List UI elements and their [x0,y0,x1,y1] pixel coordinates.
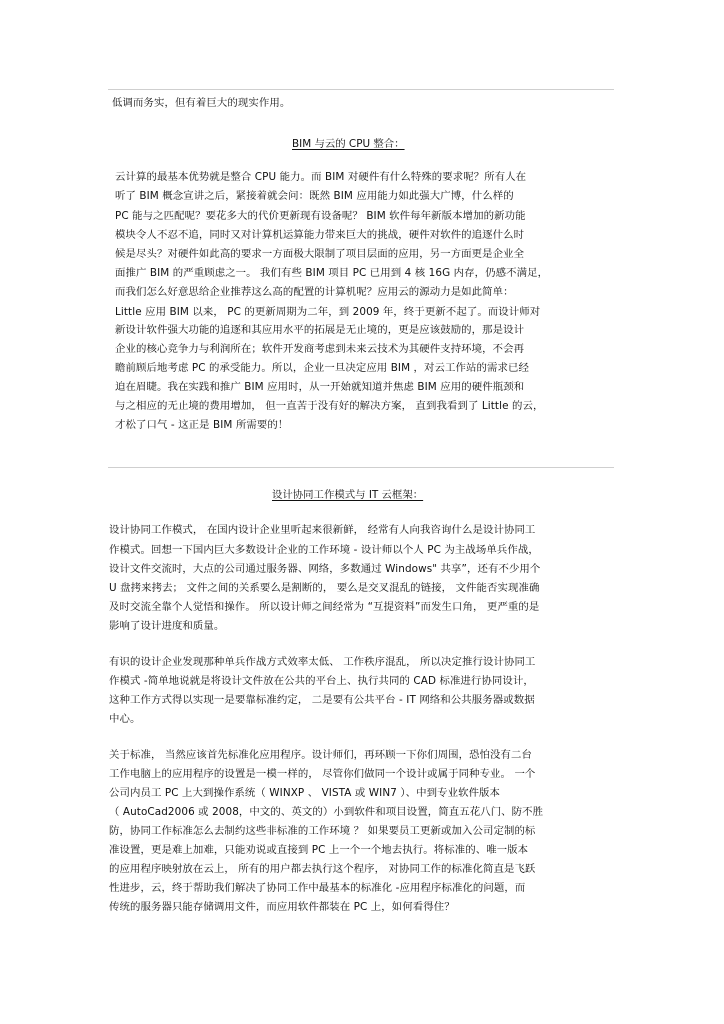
paragraph-line: 企业的核心竞争力与利润所在；软件开发商考虑到未来云技术为其硬件支持环境，不会再 [115,343,525,355]
paragraph-line: 中心。 [109,713,141,725]
paragraph-line: 才松了口气 - 这正是 BIM 所需要的！ [115,419,289,431]
paragraph-line: 性进步，云，终于帮助我们解决了协同工作中最基本的标准化 -应用程序标准化的问题，而 [109,882,526,894]
paragraph-line: 公司内员工 PC 上大到操作系统（ WINXP 、 VISTA 或 WIN7 ）、中到专业软件版本 [109,787,501,799]
paragraph-line: 准设置，更是难上加难，只能劝说或直接到 PC 上一个一个地去执行。将标准的、唯一版本 [109,844,529,856]
paragraph-line: 候是尽头？对硬件如此高的要求一方面极大限制了项目层面的应用，另一方面更是企业全 [115,248,525,260]
paragraph-line: 与之相应的无止境的费用增加， 但一直苦于没有好的解决方案， 直到我看到了 Little 的云， [115,400,544,412]
section-2-title: 设计协同工作模式与 IT 云框架： [272,489,424,501]
top-divider [108,89,614,90]
paragraph-line: 作模式。回想一下国内巨大多数设计企业的工作环境 - 设计师以个人 PC 为主战场单兵作战， [109,544,539,556]
paragraph-line: 的应用程序映射放在云上， 所有的用户都去执行这个程序， 对协同工作的标准化简直是飞跃 [109,863,536,875]
paragraph-line: Little 应用 BIM 以来， PC 的更新周期为二年，到 2009 年，终于更新不起了。而设计师对 [115,306,541,318]
section-divider [108,467,614,468]
paragraph-line: 云计算的最基本优势就是整合 CPU 能力。而 BIM 对硬件有什么特殊的要求呢？所有人在 [115,171,527,183]
paragraph-line: 工作电脑上的应用程序的设置是一模一样的， 尽管你们做同一个设计或属于同种专业。 一个 [109,768,536,780]
paragraph-line: 迫在眉睫。我在实践和推广 BIM 应用时，从一开始就知道并焦虑 BIM 应用的硬件瓶颈和 [115,381,525,393]
paragraph-line: 设计协同工作模式， 在国内设计企业里听起来很新鲜， 经常有人向我咨询什么是设计协同工 [109,524,536,536]
paragraph-line: 作模式 -简单地说就是将设计文件放在公共的平台上、执行共同的 CAD 标准进行协同设计， [109,675,534,687]
paragraph-line: 防，协同工作标准怎么去制约这些非标准的工作环境 ？ 如果要员工更新或加入公司定制的标 [109,825,536,837]
intro-line: 低调而务实，但有着巨大的现实作用。 [112,97,291,109]
paragraph-line: 这种工作方式得以实现一是要靠标准约定， 二是要有公共平台 - IT 网络和公共服务器或数据 [109,694,535,706]
paragraph-line: （ AutoCad2006 或 2008，中文的、英文的）小到软件和项目设置，简直五花八门、防不胜 [109,806,544,818]
paragraph-line: 新设计软件强大功能的追逐和其应用水平的拓展是无止境的，更是应该鼓励的，那是设计 [115,324,525,336]
paragraph-line: 关于标准， 当然应该首先标准化应用程序。设计师们，再环顾一下你们周围，恐怕没有二台 [109,749,533,761]
paragraph-line: 听了 BIM 概念宣讲之后，紧接着就会问：既然 BIM 应用能力如此强大广博，什么样的 [115,190,514,202]
paragraph-line: 模块令人不忍不追，同时又对计算机运算能力带来巨大的挑战，硬件对软件的追逐什么时 [115,229,525,241]
paragraph-line: 设计文件交流时，大点的公司通过服务器、网络，多数通过 Windows" 共享”，还有不少用个 [109,563,541,575]
section-1-title: BIM 与云的 CPU 整合： [292,138,405,150]
paragraph-line: 影响了设计进度和质量。 [109,620,225,632]
paragraph-line: 及时交流全靠个人觉悟和操作。 所以设计师之间经常为 “互提资料”而发生口角， 更严重的是 [109,601,540,613]
paragraph-line: 瞻前顾后地考虑 PC 的承受能力。所以，企业一旦决定应用 BIM ，对云工作站的需求已经 [115,362,529,374]
paragraph-line: U 盘拷来拷去； 文件之间的关系要么是割断的， 要么是交叉混乱的链接， 文件能否实现准确 [109,582,540,594]
paragraph-line: 面推广 BIM 的严重顾虑之一。 我们有些 BIM 项目 PC 已用到 4 核 16G 内存，仍感不满足， [115,267,549,279]
paragraph-line: 而我们怎么好意思给企业推荐这么高的配置的计算机呢？应用云的源动力是如此简单： [115,286,514,298]
paragraph-line: 传统的服务器只能存储调用文件，而应用软件都装在 PC 上，如何看得住？ [109,901,455,913]
paragraph-line: PC 能与之匹配呢？要花多大的代价更新现有设备呢？ BIM 软件每年新版本增加的新功能 [115,210,526,222]
paragraph-line: 有识的设计企业发现那种单兵作战方式效率太低、 工作秩序混乱， 所以决定推行设计协同工 [109,656,536,668]
